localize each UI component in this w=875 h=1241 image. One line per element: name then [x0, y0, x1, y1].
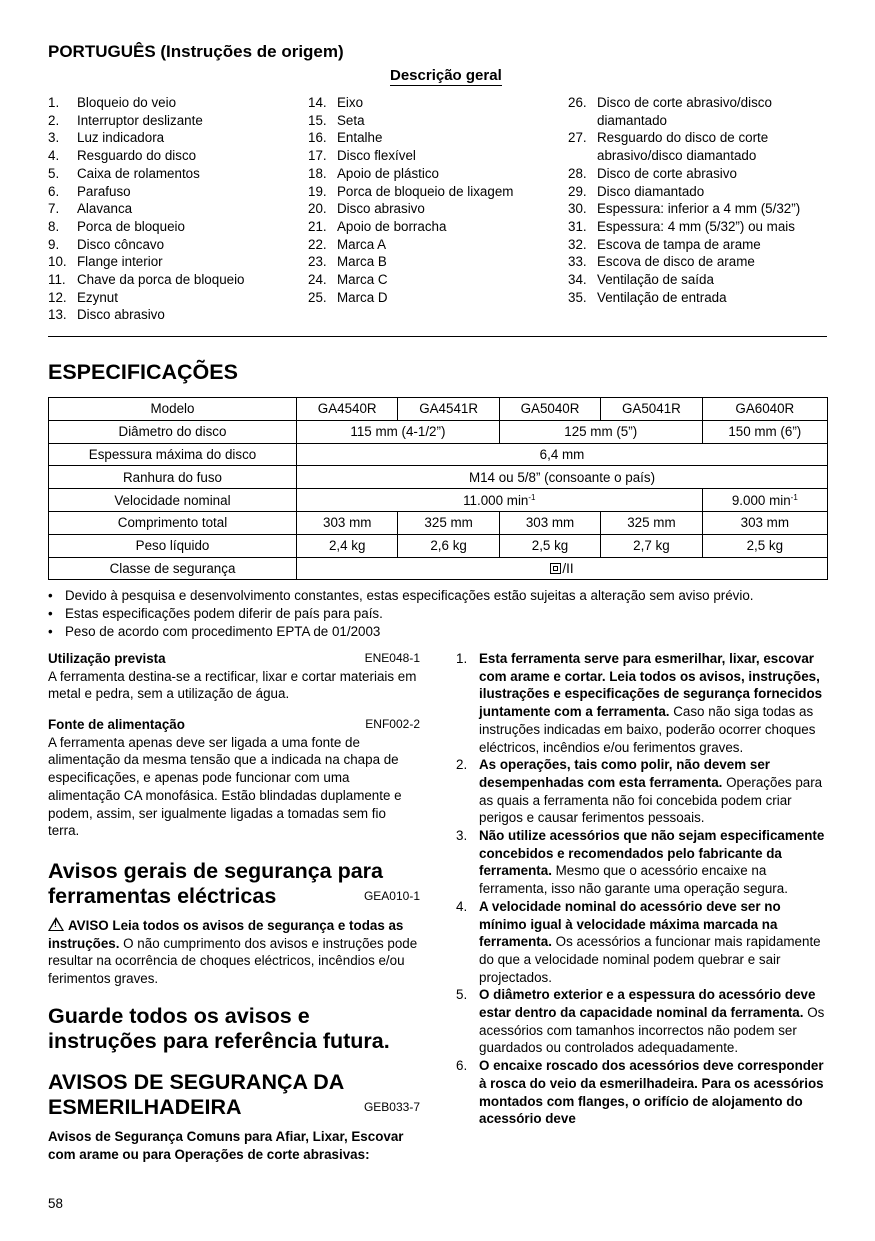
spec-value: 2,4 kg [297, 534, 398, 557]
spec-value: /II [297, 557, 828, 580]
intended-use-text: A ferramenta destina-se a rectificar, lixar e cortar materiais em metal e pedra, sem a utilização de água. [48, 668, 417, 702]
section-code: ENF002-2 [365, 717, 420, 731]
part-list-item: 24. Marca C [308, 272, 388, 288]
specifications-title: ESPECIFICAÇÕES [48, 360, 238, 384]
part-list-item: 15. Seta [308, 112, 365, 128]
divider [48, 336, 827, 337]
section-code: GEB033-7 [363, 1100, 420, 1115]
part-list-item: 26. Disco de corte abrasivo/disco [568, 95, 772, 110]
warning-paragraph: !AVISO Leia todos os avisos de segurança e todas as instruções. O não cumprimento dos avisos e instruções pode resultar na ocorrência de choques eléctricos, incêndios e/ou ferimentos graves. [48, 917, 420, 988]
spec-value: 6,4 mm [297, 443, 828, 466]
spec-value: 115 mm (4-1/2”) [297, 420, 500, 443]
spec-label: Diâmetro do disco [49, 420, 297, 443]
spec-row-speed [49, 489, 828, 512]
part-list-item: 34. Ventilação de saída [568, 272, 714, 288]
safety-instructions-list [456, 650, 827, 1128]
safety-instruction-item: 1. Esta ferramenta serve para esmerilhar, lixar, escovar com arame e cortar. Leia todos os avisos, instruções, ilustrações e especificações de segurança fornecidos juntamente com a ferramenta. Caso não siga todas as instruções indicadas em baixo, poderão ocorrer choques eléctricos, incêndios e/ou ferimentos graves. [456, 651, 823, 755]
spec-value: 303 mm [297, 511, 398, 534]
part-list-item: 27. Resguardo do disco de corte [568, 130, 769, 146]
grinder-warnings-section: AVISOS DE SEGURANÇA DA ESMERILHADEIRA GEB033-7 [48, 1070, 420, 1119]
power-supply-title: Fonte de alimentação [48, 717, 185, 732]
spec-value: 2,6 kg [398, 534, 499, 557]
spec-notes [48, 587, 754, 641]
spec-value: 2,7 kg [601, 534, 702, 557]
part-list-item: 14. Eixo [308, 95, 364, 110]
model-cell: GA5040R [499, 398, 600, 421]
part-list-item: 23. Marca B [308, 254, 387, 270]
warning-icon [48, 917, 64, 931]
model-cell: GA6040R [702, 398, 827, 421]
spec-value: 303 mm [499, 511, 600, 534]
note-item: • Peso de acordo com procedimento EPTA de 01/2003 [48, 624, 381, 639]
part-list-item: 29. Disco diamantado [568, 183, 705, 199]
intended-use-title: Utilização prevista [48, 651, 166, 666]
part-list-item: 19. Porca de bloqueio de lixagem [308, 183, 514, 199]
spec-label: Ranhura do fuso [49, 466, 297, 489]
spec-label: Velocidade nominal [49, 489, 297, 512]
parts-list-column-1 [48, 94, 298, 324]
part-list-item: 31. Espessura: 4 mm (5/32”) ou mais [568, 218, 795, 234]
spec-value: 2,5 kg [702, 534, 827, 557]
part-list-item: 6. Parafuso [48, 183, 131, 199]
part-list-item: 30. Espessura: inferior a 4 mm (5/32”) [568, 201, 801, 217]
part-list-item: 22. Marca A [308, 236, 387, 252]
part-list-item: 5. Caixa de rolamentos [48, 165, 200, 181]
intended-use-section [48, 650, 420, 703]
spec-label: Espessura máxima do disco [49, 443, 297, 466]
safety-instruction-item: 4. A velocidade nominal do acessório deve ser no mínimo igual à velocidade máxima marcada na ferramenta. Os acessórios a funcionar mais rapidamente do que a velocidade nominal podem quebrar e sair projectados. [456, 898, 821, 985]
spec-label: Classe de segurança [49, 557, 297, 580]
keep-instructions-title: Guarde todos os avisos e [48, 1004, 310, 1028]
part-list-item: 25. Marca D [308, 289, 388, 305]
spec-value: 125 mm (5”) [499, 420, 702, 443]
part-list-item: 16. Entalhe [308, 130, 383, 146]
grinder-warnings-title: AVISOS DE SEGURANÇA DA [48, 1070, 345, 1094]
part-list-item: 32. Escova de tampa de arame [568, 236, 761, 252]
part-list-item: 11. Chave da porca de bloqueio [48, 272, 245, 288]
spec-value: 150 mm (6”) [702, 420, 827, 443]
part-list-item: 12. Ezynut [48, 289, 118, 305]
spec-label: Modelo [49, 398, 297, 421]
part-list-item: abrasivo/disco diamantado [597, 148, 757, 164]
part-list-item: diamantado [597, 112, 667, 128]
note-item: • Estas especificações podem diferir de país para país. [48, 606, 383, 621]
part-list-item: 21. Apoio de borracha [308, 218, 447, 234]
common-warnings-heading: Avisos de Segurança Comuns para Afiar, Lixar, Escovar com arame ou para Operações de corte abrasivas: [48, 1129, 404, 1162]
part-list-item: 1. Bloqueio do veio [48, 95, 177, 110]
safety-instruction-item: 2. As operações, tais como polir, não devem ser desempenhadas com esta ferramenta. Operações para as quais a ferramenta não foi concebida podem criar perigos e causar ferimentos pessoais. [456, 757, 823, 826]
specifications-table [48, 397, 828, 580]
spec-label: Comprimento total [49, 511, 297, 534]
part-list-item: 18. Apoio de plástico [308, 165, 439, 181]
part-list-item: 8. Porca de bloqueio [48, 218, 185, 234]
part-list-item: 4. Resguardo do disco [48, 148, 197, 164]
spec-value: 11.000 $\min^{-1}$ [297, 489, 703, 512]
part-list-item: 10. Flange interior [48, 254, 163, 270]
spec-value: M14 ou 5/8” (consoante o país) [297, 466, 828, 489]
page-number: 58 [48, 1196, 63, 1211]
section-code: GEA010-1 [363, 889, 420, 904]
general-description-title: Descrição geral [390, 67, 502, 84]
safety-instruction-item: 5. O diâmetro exterior e a espessura do acessório deve estar dentro da capacidade nominal da ferramenta. Os acessórios com tamanhos incorrectos não podem ser guardados ou controlados adequadamente. [456, 987, 825, 1056]
spec-value: 325 mm [398, 511, 499, 534]
keep-instructions-section: Guarde todos os avisos e instruções para referência futura. [48, 1004, 420, 1054]
spec-label: Peso líquido [49, 534, 297, 557]
spec-value: 303 mm [702, 511, 827, 534]
power-supply-text: A ferramenta apenas deve ser ligada a uma fonte de alimentação da mesma tensão que a indicada na chapa de especificações, e apenas pode funcionar com uma alimentação CA monofásica. Estão blindadas duplamente e podem, assim, ser igualmente ligadas a tomadas sem fio terra. [48, 734, 402, 839]
part-list-item: 17. Disco flexível [308, 148, 416, 164]
spec-value: 9.000 $\min^{-1}$ [702, 489, 827, 512]
part-list-item: 35. Ventilação de entrada [568, 289, 727, 305]
general-warnings-title: Avisos gerais de segurança para [48, 859, 384, 883]
spec-row-model [49, 398, 828, 421]
note-item: • Devido à pesquisa e desenvolvimento constantes, estas especificações estão sujeitas a alteração sem aviso prévio. [48, 588, 754, 603]
part-list-item: 28. Disco de corte abrasivo [568, 165, 737, 181]
spec-row-weight [49, 534, 828, 557]
part-list-item: 20. Disco abrasivo [308, 201, 425, 217]
power-supply-section [48, 716, 420, 840]
part-list-item: 9. Disco côncavo [48, 236, 165, 252]
safety-instruction-item: 6. O encaixe roscado dos acessórios deve corresponder à rosca do veio da esmerilhadeira. Para os acessórios montados com flanges, o orifício de alojamento do acessório deve [456, 1058, 824, 1127]
general-warnings-section: Avisos gerais de segurança para ferramentas eléctricas GEA010-1 [48, 859, 420, 908]
spec-value: 2,5 kg [499, 534, 600, 557]
parts-list-column-3 [568, 94, 828, 306]
spec-row-length [49, 511, 828, 534]
part-list-item: 2. Interruptor deslizante [48, 112, 203, 128]
model-cell: GA5041R [601, 398, 702, 421]
part-list-item: 3. Luz indicadora [48, 130, 165, 146]
spec-row-thickness [49, 443, 828, 466]
section-code: ENE048-1 [364, 651, 420, 665]
part-list-item: 13. Disco abrasivo [48, 307, 165, 323]
model-cell: GA4540R [297, 398, 398, 421]
spec-row-class [49, 557, 828, 580]
spec-row-spindle [49, 466, 828, 489]
parts-list-column-2 [308, 94, 558, 306]
double-insulation-icon [550, 563, 561, 574]
model-cell: GA4541R [398, 398, 499, 421]
language-title: PORTUGUÊS (Instruções de origem) [48, 42, 344, 61]
part-list-item: 7. Alavanca [48, 201, 133, 217]
spec-row-diameter [49, 420, 828, 443]
safety-instruction-item: 3. Não utilize acessórios que não sejam especificamente concebidos e recomendados pelo fabricante da ferramenta. Mesmo que o acessório encaixe na ferramenta, isso não garante uma operação segura. [456, 828, 825, 897]
part-list-item: 33. Escova de disco de arame [568, 254, 755, 270]
spec-value: 325 mm [601, 511, 702, 534]
